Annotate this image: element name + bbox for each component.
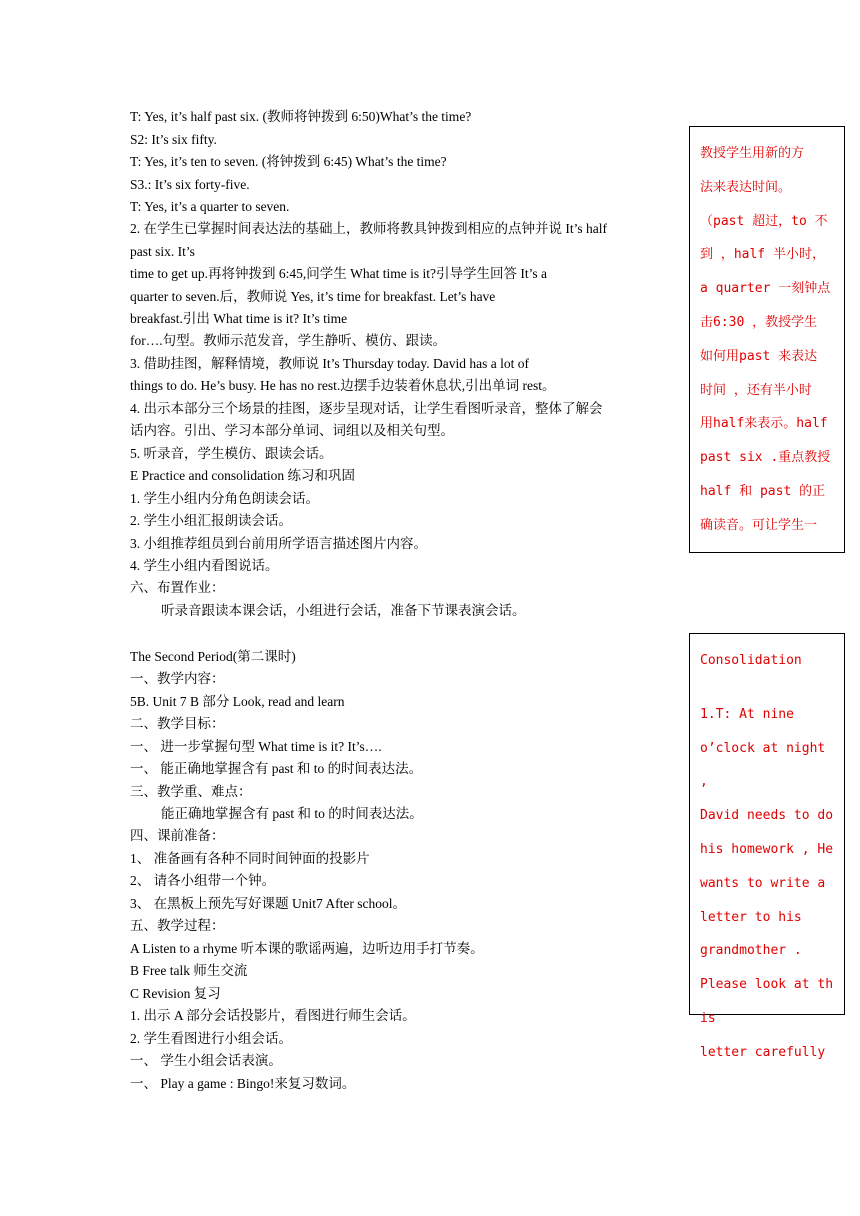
text-line: 2、 请各小组带一个钟。	[130, 873, 276, 888]
section-heading: 一、教学内容：	[130, 671, 225, 686]
text-line: 2. 学生小组汇报朗读会话。	[130, 513, 292, 528]
text-line: 4. 学生小组内看图说话。	[130, 558, 279, 573]
annotation-line: 法来表达时间。	[700, 179, 792, 195]
annotation-box-consolidation	[689, 633, 845, 1060]
text-line: 5. 听录音，学生模仿、跟读会话。	[130, 446, 333, 461]
annotation-box-time	[689, 126, 845, 553]
annotation-line: 到 ，half 半小时，	[700, 247, 825, 263]
annotation-line: grandmother .	[700, 943, 802, 959]
text-line: 1. 出示 A 部分会话投影片，看图进行师生会话。	[130, 1008, 416, 1023]
annotation-line: letter to his	[700, 909, 802, 925]
text-line: 5B. Unit 7 B 部分 Look, read and learn	[130, 694, 345, 709]
text-line: 3、 在黑板上预先写好课题 Unit7 After school。	[130, 896, 406, 911]
text-line: quarter to seven.后，教师说 Yes, it’s time for breakfast. Let’s have	[130, 289, 496, 304]
text-line: 3. 借助挂图，解释情境，教师说 It’s Thursday today. David has a lot of	[130, 356, 529, 371]
section-heading: 六、布置作业：	[130, 580, 225, 595]
annotation-line: 如何用past 来表达	[700, 348, 818, 364]
section-heading: 三、教学重、难点：	[130, 784, 252, 799]
annotation-line: David needs to do	[700, 808, 834, 824]
text-line: 话内容。引出、学习本部分单词、词组以及相关句型。	[130, 423, 454, 438]
annotation-line: past six .重点教授	[700, 450, 831, 466]
text-line: for….句型。教师示范发音，学生静听、模仿、跟读。	[130, 333, 447, 348]
text-line: 能正确地掌握含有 past 和 to 的时间表达法。	[161, 806, 423, 821]
annotation-line: 教授学生用新的方	[700, 146, 805, 161]
text-line: time to get up.再将钟拨到 6:45,问学生 What time is it?引导学生回答 It’s a	[130, 266, 547, 281]
text-line: 一、 进一步掌握句型 What time is it? It’s….	[130, 739, 382, 754]
annotation-line: 击6:30 ，教授学生	[700, 314, 818, 330]
text-line: things to do. He’s busy. He has no rest.边摆手边装着休息状,引出单词 rest。	[130, 378, 556, 393]
text-line: S3.: It’s six forty-five.	[130, 177, 250, 192]
text-line: C Revision 复习	[130, 986, 221, 1001]
text-line: T: Yes, it’s half past six. (教师将钟拨到 6:50)What’s the time?	[130, 109, 472, 124]
annotation-line: letter carefully	[700, 1044, 826, 1060]
text-line: T: Yes, it’s a quarter to seven.	[130, 199, 290, 214]
text-line: 一、 能正确地掌握含有 past 和 to 的时间表达法。	[130, 761, 423, 776]
text-line: 1. 学生小组内分角色朗读会话。	[130, 491, 319, 506]
annotation-line: Please look at this	[700, 977, 834, 1026]
section-title: The Second Period(第二课时)	[130, 649, 296, 664]
annotation-text	[690, 634, 844, 1070]
text-line: 4. 出示本部分三个场景的挂图，逐步呈现对话，让学生看图听录音，整体了解会	[130, 401, 603, 416]
text-line: 一、 Play a game : Bingo!来复习数词。	[130, 1076, 356, 1091]
annotation-line: （past 超过，to 不	[700, 213, 828, 229]
text-line: 3. 小组推荐组员到台前用所学语言描述图片内容。	[130, 536, 427, 551]
annotation-line: 时间 ，还有半小时	[700, 382, 812, 398]
annotation-line: wants to write a	[700, 875, 826, 891]
annotation-line: his homework , He	[700, 841, 834, 857]
annotation-line: 用half来表示。half	[700, 416, 828, 432]
text-line: 一、 学生小组会话表演。	[130, 1053, 282, 1068]
annotation-title: Consolidation	[700, 653, 802, 668]
section-heading: 五、教学过程：	[130, 918, 225, 933]
section-heading: 四、课前准备：	[130, 828, 225, 843]
annotation-text	[690, 127, 844, 543]
text-line: 听录音跟读本课会话，小组进行会话，准备下节课表演会话。	[161, 603, 526, 618]
text-line: A Listen to a rhyme 听本课的歌谣两遍，边听边用手打节奏。	[130, 941, 484, 956]
text-line: B Free talk 师生交流	[130, 963, 248, 978]
annotation-line: o’clock at night ,	[700, 740, 826, 790]
annotation-line: a quarter 一刻钟点	[700, 281, 831, 297]
text-line: past six. It’s	[130, 244, 195, 259]
annotation-line: half 和 past 的正	[700, 483, 826, 499]
text-line: E Practice and consolidation 练习和巩固	[130, 468, 355, 483]
text-line: S2: It’s six fifty.	[130, 132, 217, 147]
annotation-line: 1.T: At nine	[700, 706, 794, 722]
text-line: 2. 学生看图进行小组会话。	[130, 1031, 292, 1046]
section-heading: 二、教学目标：	[130, 716, 225, 731]
text-line: 2. 在学生已掌握时间表达法的基础上，教师将教具钟拨到相应的点钟并说 It’s half	[130, 221, 607, 236]
text-line: 1、 准备画有各种不同时间钟面的投影片	[130, 851, 370, 866]
text-line: T: Yes, it’s ten to seven. (将钟拨到 6:45) What’s the time?	[130, 154, 447, 169]
annotation-line: 确读音。可让学生一	[700, 517, 818, 533]
text-line: breakfast.引出 What time is it? It’s time	[130, 311, 348, 326]
